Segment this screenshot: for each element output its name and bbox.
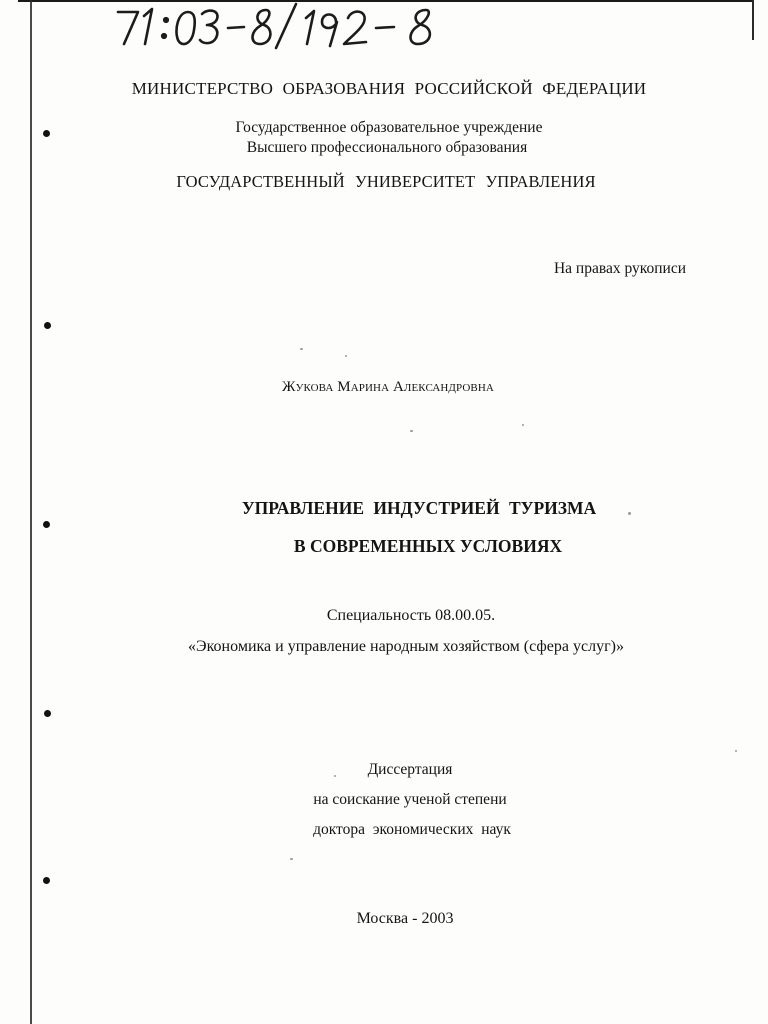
- city-and-year: Москва - 2003: [356, 910, 454, 927]
- handwritten-glyph: [164, 18, 168, 22]
- scan-speck: [334, 775, 336, 777]
- thesis-title-line-2: В СОВРЕМЕННЫХ УСЛОВИЯХ: [293, 536, 563, 556]
- scan-speck: [410, 430, 413, 432]
- scan-hole-mark: [43, 521, 50, 528]
- handwritten-glyph: [200, 11, 217, 44]
- scan-speck: [290, 858, 293, 860]
- handwritten-glyph: [144, 9, 152, 44]
- scan-speck: [345, 355, 347, 357]
- ministry-name: МИНИСТЕРСТВО ОБРАЗОВАНИЯ РОССИЙСКОЙ ФЕДЕРАЦИИ: [131, 79, 647, 98]
- scan-speck: [522, 424, 524, 426]
- university-name: ГОСУДАРСТВЕННЫЙ УНИВЕРСИТЕТ УПРАВЛЕНИЯ: [176, 172, 596, 191]
- degree-purpose: на соискание ученой степени: [313, 791, 507, 808]
- education-level: Высшего профессионального образования: [246, 139, 528, 156]
- handwritten-catalog-number: [104, 0, 454, 50]
- institution-type: Государственное образовательное учреждение: [235, 119, 543, 136]
- handwritten-glyph: [118, 12, 138, 44]
- scan-speck: [300, 348, 303, 350]
- handwritten-glyph: [253, 10, 271, 44]
- scan-hole-mark: [43, 130, 50, 137]
- handwritten-glyph: [276, 4, 296, 48]
- handwritten-glyph: [306, 11, 314, 44]
- handwritten-glyph: [228, 27, 244, 28]
- author-name: Жукова Марина Александровна: [282, 379, 494, 395]
- specialty-name: «Экономика и управление народным хозяйством (сфера услуг)»: [188, 638, 624, 655]
- handwritten-glyph: [376, 27, 394, 28]
- thesis-title-line-1: УПРАВЛЕНИЕ ИНДУСТРИЕЙ ТУРИЗМА: [241, 498, 597, 518]
- handwritten-glyph: [322, 15, 337, 47]
- handwritten-glyph: [176, 12, 194, 44]
- handwritten-glyph: [344, 12, 366, 44]
- scan-border-right: [752, 0, 754, 40]
- scan-hole-mark: [44, 322, 51, 329]
- scan-speck: [628, 512, 631, 515]
- handwritten-glyph: [162, 34, 166, 38]
- manuscript-rights-note: На правах рукописи: [553, 260, 686, 277]
- dissertation-label: Диссертация: [367, 761, 453, 778]
- degree-name: доктора экономических наук: [313, 821, 511, 838]
- scan-hole-mark: [44, 710, 51, 717]
- handwritten-glyph: [411, 10, 430, 44]
- scan-hole-mark: [43, 877, 50, 884]
- scan-speck: [735, 750, 737, 752]
- specialty-code: Специальность 08.00.05.: [326, 607, 496, 624]
